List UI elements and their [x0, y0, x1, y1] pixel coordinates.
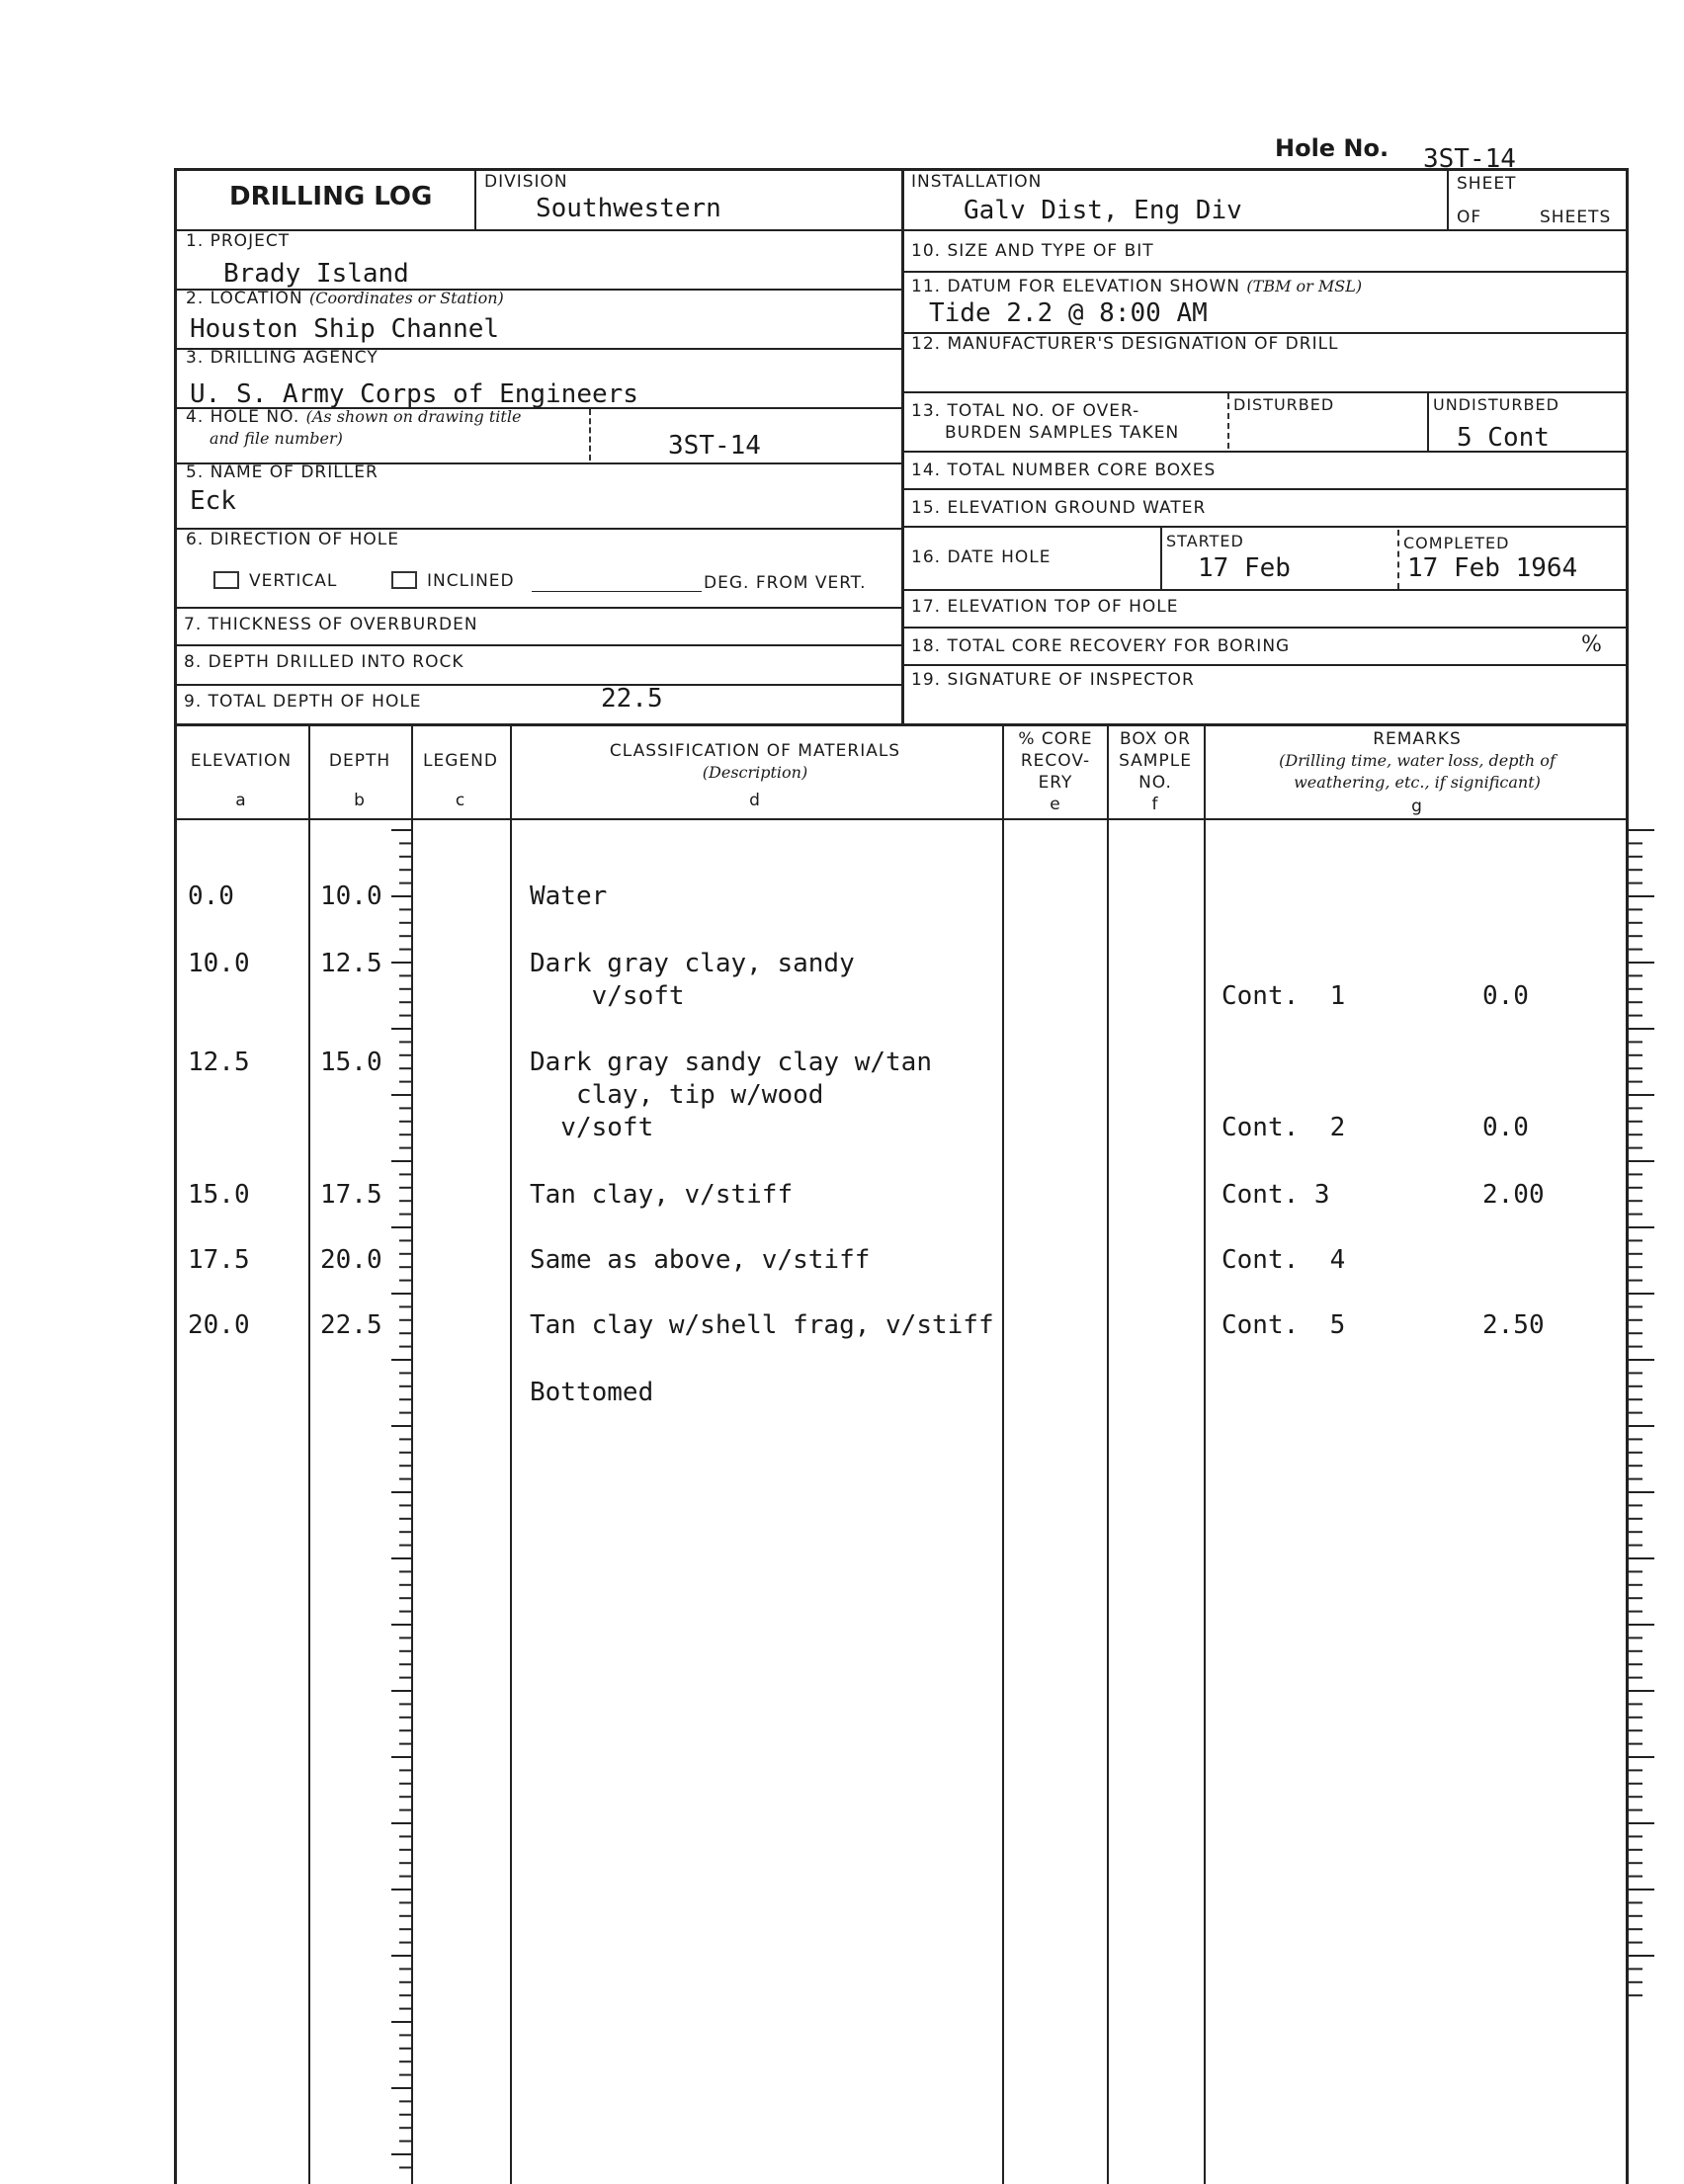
col-box-header-2: SAMPLE: [1119, 751, 1192, 771]
row-description: Bottomed: [530, 1378, 654, 1407]
row-elevation: 15.0: [188, 1180, 250, 1210]
recovery-unit: %: [1581, 632, 1603, 657]
row-description: Dark gray sandy clay w/tan: [530, 1048, 932, 1077]
total-depth-label: 9. TOTAL DEPTH OF HOLE: [184, 692, 422, 712]
recovery-label: 18. TOTAL CORE RECOVERY FOR BORING: [911, 636, 1291, 656]
col-classification-note: (Description): [702, 763, 808, 782]
row-description: Tan clay, v/stiff: [530, 1180, 794, 1210]
col-remarks-note-2: weathering, etc., if significant): [1294, 773, 1541, 792]
undisturbed-value: 5 Cont: [1457, 423, 1550, 453]
division-value: Southwestern: [536, 194, 721, 223]
date-hole-label: 16. DATE HOLE: [911, 547, 1052, 567]
undisturbed-label: UNDISTURBED: [1433, 395, 1559, 414]
col-legend-header: LEGEND: [423, 751, 498, 771]
manufacturer-label: 12. MANUFACTURER'S DESIGNATION OF DRILL: [911, 334, 1339, 354]
agency-label: 3. DRILLING AGENCY: [186, 348, 379, 368]
col-elevation-header: ELEVATION: [190, 751, 293, 771]
total-depth-value: 22.5: [601, 684, 663, 714]
signature-label: 19. SIGNATURE OF INSPECTOR: [911, 670, 1195, 690]
completed-value: 17 Feb 1964: [1407, 553, 1578, 583]
col-legend-letter: c: [455, 791, 466, 810]
row-elevation: 10.0: [188, 949, 250, 978]
bit-label: 10. SIZE AND TYPE OF BIT: [911, 241, 1154, 261]
row-description: v/soft: [530, 1113, 654, 1142]
installation-value: Galv Dist, Eng Div: [964, 196, 1242, 225]
location-label: 2. LOCATION (Coordinates or Station): [186, 289, 504, 308]
row-container: Cont. 1: [1221, 981, 1346, 1011]
col-remarks-letter: g: [1411, 797, 1423, 816]
row-description: Tan clay w/shell frag, v/stiff: [530, 1310, 994, 1340]
rock-label: 8. DEPTH DRILLED INTO ROCK: [184, 652, 464, 672]
row-description: Water: [530, 882, 608, 911]
ground-water-label: 15. ELEVATION GROUND WATER: [911, 498, 1207, 518]
row-description: Dark gray clay, sandy: [530, 949, 855, 978]
driller-value: Eck: [190, 486, 236, 516]
driller-label: 5. NAME OF DRILLER: [186, 462, 379, 482]
row-description: Same as above, v/stiff: [530, 1245, 871, 1275]
row-depth: 12.5: [320, 949, 382, 978]
samples-label-line1: 13. TOTAL NO. OF OVER-: [911, 401, 1140, 421]
hole-no-header-value: 3ST-14: [1423, 144, 1516, 174]
started-label: STARTED: [1166, 532, 1244, 550]
row-container: Cont. 2: [1221, 1113, 1346, 1142]
row-elevation: 17.5: [188, 1245, 250, 1275]
col-core-header-1: % CORE: [1018, 729, 1093, 749]
completed-label: COMPLETED: [1403, 534, 1510, 552]
row-depth: 10.0: [320, 882, 382, 911]
col-depth-header: DEPTH: [328, 751, 391, 771]
agency-value: U. S. Army Corps of Engineers: [190, 379, 638, 409]
datum-label: 11. DATUM FOR ELEVATION SHOWN (TBM or MSL): [911, 277, 1363, 296]
col-core-header-3: ERY: [1038, 773, 1073, 793]
row-recovery: 0.0: [1482, 981, 1529, 1011]
vertical-label: VERTICAL: [249, 571, 338, 591]
direction-label: 6. DIRECTION OF HOLE: [186, 530, 399, 549]
col-classification-header: CLASSIFICATION OF MATERIALS: [609, 741, 901, 761]
of-label: OF: [1457, 208, 1482, 227]
datum-value: Tide 2.2 @ 8:00 AM: [929, 298, 1208, 328]
row-description: v/soft: [530, 981, 685, 1011]
col-elevation-letter: a: [235, 791, 247, 810]
samples-label-line2: BURDEN SAMPLES TAKEN: [945, 423, 1180, 443]
core-boxes-label: 14. TOTAL NUMBER CORE BOXES: [911, 461, 1217, 480]
row-depth: 17.5: [320, 1180, 382, 1210]
row-container: Cont. 3: [1221, 1180, 1330, 1210]
deg-from-vert-label: DEG. FROM VERT.: [704, 573, 867, 593]
col-box-letter: f: [1151, 795, 1159, 814]
col-box-header-1: BOX OR: [1120, 729, 1191, 749]
sheets-label: SHEETS: [1540, 208, 1612, 227]
row-recovery: 2.50: [1482, 1310, 1545, 1340]
location-value: Houston Ship Channel: [190, 314, 500, 344]
row-container: Cont. 4: [1221, 1245, 1346, 1275]
row-elevation: 0.0: [188, 882, 234, 911]
col-box-header-3: NO.: [1138, 773, 1172, 793]
hole-no-note: and file number): [210, 429, 343, 448]
col-core-header-2: RECOV-: [1020, 751, 1091, 771]
row-container: Cont. 5: [1221, 1310, 1346, 1340]
row-elevation: 20.0: [188, 1310, 250, 1340]
row-recovery: 2.00: [1482, 1180, 1545, 1210]
started-value: 17 Feb: [1198, 553, 1291, 583]
hole-no-value: 3ST-14: [668, 431, 761, 461]
installation-label: INSTALLATION: [911, 172, 1043, 192]
inclined-label: INCLINED: [427, 571, 515, 591]
division-label: DIVISION: [484, 172, 568, 192]
project-value: Brady Island: [223, 259, 409, 289]
col-remarks-header: REMARKS: [1373, 729, 1462, 749]
row-depth: 15.0: [320, 1048, 382, 1077]
sheet-label: SHEET: [1457, 174, 1517, 194]
col-core-letter: e: [1050, 795, 1061, 814]
hole-no-header-label: Hole No.: [1275, 134, 1389, 162]
col-classification-letter: d: [749, 791, 761, 810]
row-elevation: 12.5: [188, 1048, 250, 1077]
row-recovery: 0.0: [1482, 1113, 1529, 1142]
row-depth: 20.0: [320, 1245, 382, 1275]
col-remarks-note-1: (Drilling time, water loss, depth of: [1279, 751, 1556, 770]
disturbed-label: DISTURBED: [1233, 395, 1335, 414]
top-elevation-label: 17. ELEVATION TOP OF HOLE: [911, 597, 1179, 617]
project-label: 1. PROJECT: [186, 231, 291, 251]
drilling-log-title: DRILLING LOG: [229, 182, 433, 211]
col-depth-letter: b: [354, 791, 366, 810]
overburden-label: 7. THICKNESS OF OVERBURDEN: [184, 615, 478, 634]
row-description: clay, tip w/wood: [530, 1080, 824, 1110]
hole-no-label: 4. HOLE NO. (As shown on drawing title: [186, 407, 522, 427]
row-depth: 22.5: [320, 1310, 382, 1340]
